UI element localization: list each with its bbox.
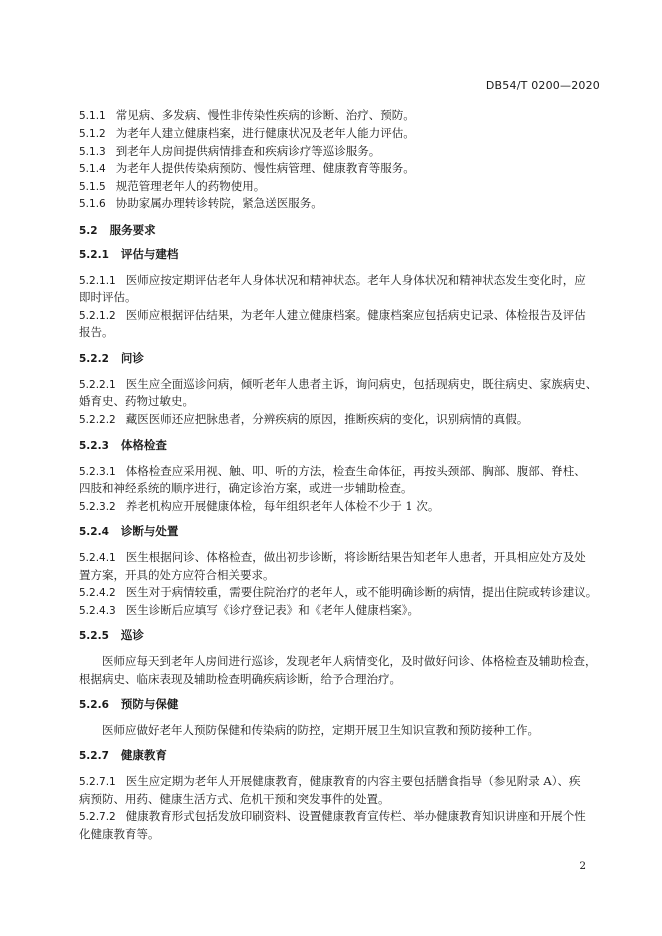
page-number: 2 xyxy=(579,860,586,872)
clause-5-2-2-1 xyxy=(79,376,597,393)
clause-text: 医生应全面巡诊问病，倾听老年人患者主诉，询问病史，包括现病史，既往病史、家族病史、 xyxy=(125,377,598,391)
clause-number: 5.2.7.1 xyxy=(79,776,116,788)
section-title: 服务要求 xyxy=(109,223,156,237)
clause-number: 5.2.2.2 xyxy=(79,414,116,426)
section-title: 体格检查 xyxy=(120,438,167,452)
section-title: 评估与建档 xyxy=(120,247,179,261)
clause-5-1-6 xyxy=(79,195,323,212)
section-number: 5.2.2 xyxy=(79,353,109,365)
paragraph-line xyxy=(79,653,597,669)
clause-text: 协助家属办理转诊转院，紧急送医服务。 xyxy=(115,196,323,210)
clause-number: 5.1.5 xyxy=(79,181,106,193)
section-number: 5.2.1 xyxy=(79,249,109,261)
clause-5-2-1-1 xyxy=(79,272,586,289)
section-heading-5-2-5 xyxy=(79,627,144,644)
clause-continuation xyxy=(79,567,275,583)
section-heading-5-2-3 xyxy=(79,437,167,454)
clause-5-2-4-2 xyxy=(79,584,597,601)
clause-text: 即时评估。 xyxy=(79,290,137,304)
clause-text: 病预防、用药、健康生活方式、危机干预和突发事件的处置。 xyxy=(79,792,390,806)
clause-5-1-4 xyxy=(79,160,415,177)
section-number: 5.2 xyxy=(79,225,98,237)
section-title: 健康教育 xyxy=(120,748,167,762)
section-number: 5.2.3 xyxy=(79,440,109,452)
clause-text: 为老年人提供传染病预防、慢性病管理、健康教育等服务。 xyxy=(115,161,415,175)
paragraph-line xyxy=(79,722,539,738)
clause-5-2-3-2 xyxy=(79,498,439,515)
clause-number: 5.1.1 xyxy=(79,110,106,122)
clause-text: 化健康教育等。 xyxy=(79,827,160,841)
clause-5-1-3 xyxy=(79,143,380,160)
clause-number: 5.1.6 xyxy=(79,198,106,210)
clause-text: 医生对于病情较重，需要住院治疗的老年人，或不能明确诊断的病情，提出住院或转诊建议。 xyxy=(125,585,598,599)
section-heading-5-2-1 xyxy=(79,246,178,263)
clause-5-2-3-1 xyxy=(79,463,586,480)
clause-text: 四肢和神经系统的顺序进行，确定诊治方案，或进一步辅助检查。 xyxy=(79,481,413,495)
clause-5-2-7-1 xyxy=(79,773,580,790)
clause-text: 医生应定期为老年人开展健康教育，健康教育的内容主要包括膳食指导（参见附录 A）、疾 xyxy=(125,774,581,788)
clause-number: 5.2.1.1 xyxy=(79,275,116,287)
clause-text: 为老年人建立健康档案，进行健康状况及老年人能力评估。 xyxy=(115,126,415,140)
clause-number: 5.2.3.2 xyxy=(79,501,116,513)
clause-number: 5.2.7.2 xyxy=(79,811,116,823)
clause-text: 规范管理老年人的药物使用。 xyxy=(115,179,266,193)
clause-number: 5.2.4.2 xyxy=(79,587,116,599)
clause-continuation xyxy=(79,826,160,842)
clause-number: 5.2.3.1 xyxy=(79,466,116,478)
section-number: 5.2.7 xyxy=(79,750,109,762)
clause-number: 5.2.4.3 xyxy=(79,605,116,617)
section-title: 巡诊 xyxy=(120,628,144,642)
clause-text: 到老年人房间提供病情排查和疾病诊疗等巡诊服务。 xyxy=(115,144,381,158)
clause-5-2-4-1 xyxy=(79,549,586,566)
clause-text: 体格检查应采用视、触、叩、听的方法，检查生命体征，再按头颈部、胸部、腹部、脊柱、 xyxy=(125,464,586,478)
clause-text: 藏医医师还应把脉患者，分辨疾病的原因，推断疾病的变化，识别病情的真假。 xyxy=(125,412,529,426)
clause-5-2-1-2 xyxy=(79,307,586,324)
section-heading-5-2-6 xyxy=(79,696,178,713)
clause-number: 5.1.4 xyxy=(79,163,106,175)
document-code-header: DB54/T 0200—2020 xyxy=(485,79,600,92)
paragraph-text: 医师应每天到老年人房间进行巡诊，发现老年人病情变化，及时做好问诊、体格检查及辅助检查， xyxy=(102,654,597,668)
section-heading-5-2-7 xyxy=(79,747,167,764)
clause-continuation xyxy=(79,289,137,305)
clause-text: 置方案，开具的处方应符合相关要求。 xyxy=(79,568,275,582)
clause-continuation xyxy=(79,324,114,340)
clause-text: 健康教育形式包括发放印刷资料、设置健康教育宣传栏、举办健康教育知识讲座和开展个性 xyxy=(125,809,586,823)
clause-text: 常见病、多发病、慢性非传染性疾病的诊断、治疗、预防。 xyxy=(115,108,415,122)
clause-5-2-2-2 xyxy=(79,411,528,428)
paragraph-text: 根据病史、临床表现及辅助检查明确疾病诊断，给予合理治疗。 xyxy=(79,672,401,686)
section-number: 5.2.6 xyxy=(79,699,109,711)
section-title: 诊断与处置 xyxy=(120,524,179,538)
section-title: 问诊 xyxy=(120,351,144,365)
clause-text: 医师应根据评估结果，为老年人建立健康档案。健康档案应包括病史记录、体检报告及评估 xyxy=(125,308,586,322)
section-heading-5-2 xyxy=(79,222,156,239)
clause-5-1-2 xyxy=(79,125,415,142)
clause-5-2-7-2 xyxy=(79,808,586,825)
clause-5-1-1 xyxy=(79,107,415,124)
clause-continuation xyxy=(79,393,194,409)
clause-5-1-5 xyxy=(79,178,265,195)
section-title: 预防与保健 xyxy=(120,697,179,711)
section-number: 5.2.5 xyxy=(79,630,109,642)
section-number: 5.2.4 xyxy=(79,526,109,538)
clause-number: 5.2.4.1 xyxy=(79,552,116,564)
clause-number: 5.1.3 xyxy=(79,146,106,158)
clause-continuation xyxy=(79,480,413,496)
clause-text: 医生诊断后应填写《诊疗登记表》和《老年人健康档案》。 xyxy=(125,603,419,617)
clause-text: 婚育史、药物过敏史。 xyxy=(79,394,194,408)
clause-number: 5.1.2 xyxy=(79,128,106,140)
clause-text: 报告。 xyxy=(79,325,114,339)
paragraph-text: 医师应做好老年人预防保健和传染病的防控，定期开展卫生知识宣教和预防接种工作。 xyxy=(102,723,539,737)
paragraph-line xyxy=(79,671,401,687)
clause-number: 5.2.2.1 xyxy=(79,379,116,391)
section-heading-5-2-4 xyxy=(79,523,178,540)
section-heading-5-2-2 xyxy=(79,350,144,367)
clause-continuation xyxy=(79,791,390,807)
clause-5-2-4-3 xyxy=(79,602,419,619)
clause-text: 医生根据问诊、体格检查，做出初步诊断，将诊断结果告知老年人患者，开具相应处方及处 xyxy=(125,550,586,564)
clause-number: 5.2.1.2 xyxy=(79,310,116,322)
clause-text: 养老机构应开展健康体检，每年组织老年人体检不少于 1 次。 xyxy=(125,499,440,513)
clause-text: 医师应按定期评估老年人身体状况和精神状态。老年人身体状况和精神状态发生变化时，应 xyxy=(125,273,586,287)
